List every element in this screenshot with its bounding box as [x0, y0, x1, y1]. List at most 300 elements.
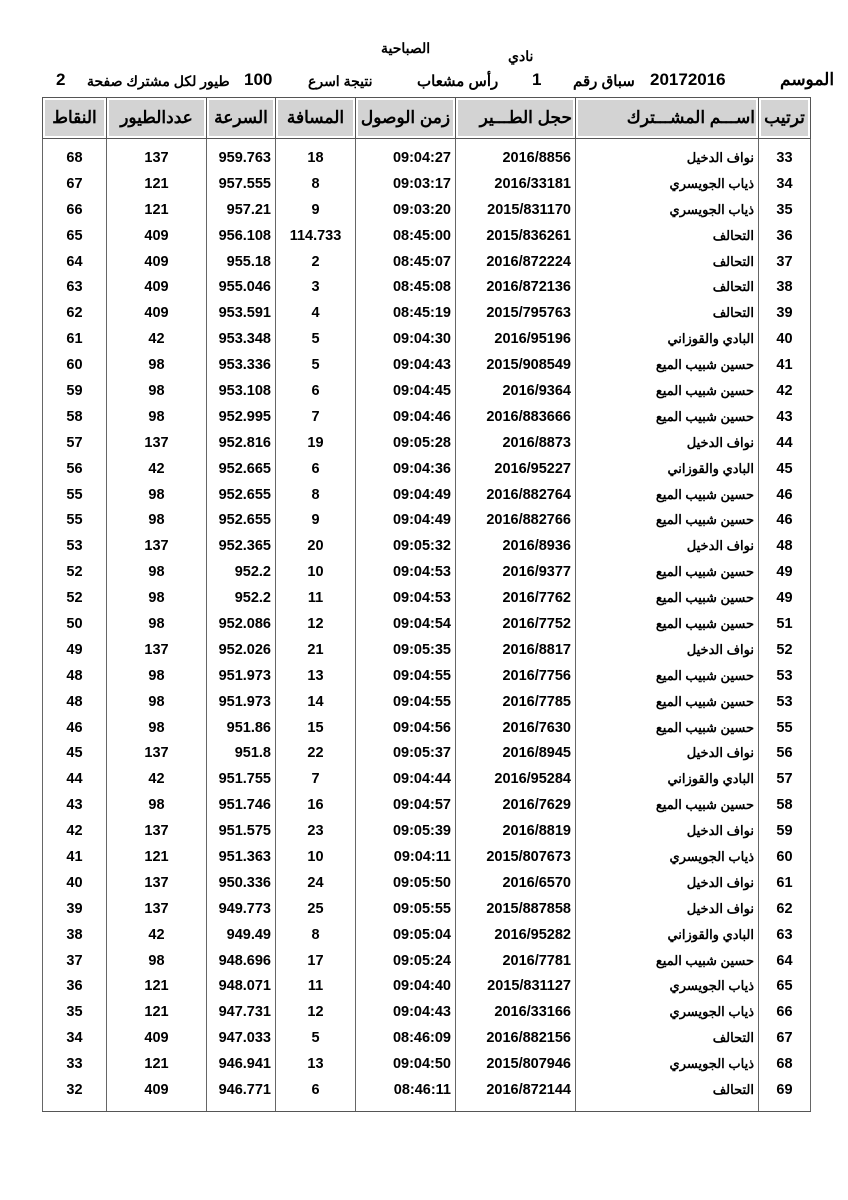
cell-rank: 51 [759, 611, 811, 637]
cell-ring: 2015/807673 [456, 844, 576, 870]
cell-participant: التحالف [576, 1077, 759, 1111]
cell-arrival-time: 09:04:57 [356, 792, 456, 818]
cell-rank: 61 [759, 870, 811, 896]
cell-participant: حسين شبيب الميع [576, 585, 759, 611]
cell-speed: 953.108 [207, 378, 276, 404]
cell-participant: التحالف [576, 274, 759, 300]
cell-rank: 62 [759, 896, 811, 922]
table-row [43, 139, 811, 171]
header-row [43, 98, 811, 139]
cell-points: 39 [43, 896, 107, 922]
cell-arrival-time: 09:05:24 [356, 948, 456, 974]
cell-points: 62 [43, 300, 107, 326]
results-table [42, 97, 811, 1112]
cell-distance: 7 [276, 766, 356, 792]
cell-arrival-time: 08:45:00 [356, 223, 456, 249]
cell-bird-count: 42 [107, 326, 207, 352]
cell-arrival-time: 09:04:43 [356, 352, 456, 378]
table-row [43, 663, 811, 689]
cell-speed: 952.816 [207, 430, 276, 456]
cell-rank: 68 [759, 1051, 811, 1077]
cell-distance: 19 [276, 430, 356, 456]
cell-speed: 949.773 [207, 896, 276, 922]
season-value: 20172016 [650, 70, 726, 89]
cell-bird-count: 137 [107, 637, 207, 663]
cell-bird-count: 137 [107, 533, 207, 559]
cell-rank: 48 [759, 533, 811, 559]
cell-ring: 2016/882764 [456, 482, 576, 508]
cell-ring: 2016/8856 [456, 139, 576, 171]
cell-bird-count: 42 [107, 766, 207, 792]
cell-bird-count: 98 [107, 585, 207, 611]
cell-participant: نواف الدخيل [576, 818, 759, 844]
col-arrival-time: زمن الوصول [356, 98, 456, 139]
cell-rank: 49 [759, 559, 811, 585]
cell-ring: 2015/795763 [456, 300, 576, 326]
cell-rank: 46 [759, 507, 811, 533]
cell-participant: حسين شبيب الميع [576, 611, 759, 637]
cell-ring: 2016/95282 [456, 922, 576, 948]
cell-arrival-time: 09:04:56 [356, 715, 456, 741]
club-name: الصباحية [381, 40, 431, 56]
cell-distance: 6 [276, 456, 356, 482]
cell-arrival-time: 09:03:20 [356, 197, 456, 223]
cell-arrival-time: 08:45:08 [356, 274, 456, 300]
cell-rank: 52 [759, 637, 811, 663]
cell-speed: 951.575 [207, 818, 276, 844]
cell-rank: 59 [759, 818, 811, 844]
cell-speed: 957.555 [207, 171, 276, 197]
cell-ring: 2016/7762 [456, 585, 576, 611]
cell-distance: 12 [276, 999, 356, 1025]
cell-participant: التحالف [576, 223, 759, 249]
cell-speed: 951.8 [207, 740, 276, 766]
cell-points: 33 [43, 1051, 107, 1077]
cell-points: 65 [43, 223, 107, 249]
club-label: نادي [508, 48, 534, 64]
table-row [43, 948, 811, 974]
col-bird-count: عددالطيور [107, 98, 207, 139]
cell-bird-count: 98 [107, 689, 207, 715]
cell-arrival-time: 09:04:27 [356, 139, 456, 171]
cell-ring: 2016/7756 [456, 663, 576, 689]
cell-arrival-time: 08:46:09 [356, 1025, 456, 1051]
cell-ring: 2016/95196 [456, 326, 576, 352]
results-body [43, 139, 811, 1112]
cell-bird-count: 42 [107, 456, 207, 482]
cell-distance: 2 [276, 249, 356, 275]
cell-points: 37 [43, 948, 107, 974]
cell-participant: حسين شبيب الميع [576, 715, 759, 741]
cell-ring: 2016/8873 [456, 430, 576, 456]
cell-bird-count: 98 [107, 715, 207, 741]
table-row [43, 689, 811, 715]
cell-points: 41 [43, 844, 107, 870]
cell-participant: البادي والقوزاني [576, 922, 759, 948]
cell-rank: 45 [759, 456, 811, 482]
cell-rank: 69 [759, 1077, 811, 1111]
table-row [43, 507, 811, 533]
cell-points: 36 [43, 974, 107, 1000]
season-label: الموسم [780, 70, 835, 89]
cell-bird-count: 121 [107, 1051, 207, 1077]
col-rank: ترتيب [759, 98, 811, 139]
cell-bird-count: 98 [107, 352, 207, 378]
col-participant: اســـم المشـــترك [576, 98, 759, 139]
cell-rank: 55 [759, 715, 811, 741]
cell-speed: 948.071 [207, 974, 276, 1000]
cell-bird-count: 98 [107, 792, 207, 818]
cell-speed: 952.655 [207, 482, 276, 508]
cell-bird-count: 98 [107, 404, 207, 430]
cell-bird-count: 98 [107, 611, 207, 637]
cell-points: 67 [43, 171, 107, 197]
cell-distance: 9 [276, 197, 356, 223]
cell-ring: 2016/872144 [456, 1077, 576, 1111]
cell-rank: 33 [759, 139, 811, 171]
cell-arrival-time: 09:04:55 [356, 663, 456, 689]
cell-distance: 3 [276, 274, 356, 300]
cell-participant: التحالف [576, 300, 759, 326]
cell-points: 68 [43, 139, 107, 171]
table-row [43, 585, 811, 611]
table-row [43, 326, 811, 352]
cell-speed: 952.086 [207, 611, 276, 637]
cell-rank: 65 [759, 974, 811, 1000]
cell-rank: 60 [759, 844, 811, 870]
cell-distance: 8 [276, 922, 356, 948]
cell-ring: 2016/95227 [456, 456, 576, 482]
table-row [43, 740, 811, 766]
cell-distance: 13 [276, 1051, 356, 1077]
cell-ring: 2016/7752 [456, 611, 576, 637]
cell-arrival-time: 09:05:35 [356, 637, 456, 663]
cell-bird-count: 98 [107, 948, 207, 974]
cell-points: 46 [43, 715, 107, 741]
cell-points: 32 [43, 1077, 107, 1111]
cell-bird-count: 98 [107, 663, 207, 689]
cell-distance: 12 [276, 611, 356, 637]
table-row [43, 974, 811, 1000]
cell-ring: 2016/33166 [456, 999, 576, 1025]
cell-points: 34 [43, 1025, 107, 1051]
cell-ring: 2016/33181 [456, 171, 576, 197]
cell-bird-count: 121 [107, 197, 207, 223]
cell-points: 58 [43, 404, 107, 430]
cell-speed: 953.336 [207, 352, 276, 378]
table-row [43, 611, 811, 637]
cell-points: 40 [43, 870, 107, 896]
cell-participant: نواف الدخيل [576, 896, 759, 922]
table-row [43, 1051, 811, 1077]
page-number: 2 [56, 70, 66, 89]
cell-participant: حسين شبيب الميع [576, 948, 759, 974]
cell-participant: التحالف [576, 1025, 759, 1051]
cell-points: 63 [43, 274, 107, 300]
cell-speed: 952.365 [207, 533, 276, 559]
table-row [43, 896, 811, 922]
cell-participant: حسين شبيب الميع [576, 352, 759, 378]
cell-ring: 2016/9377 [456, 559, 576, 585]
cell-distance: 23 [276, 818, 356, 844]
cell-bird-count: 137 [107, 430, 207, 456]
cell-ring: 2016/8936 [456, 533, 576, 559]
cell-bird-count: 409 [107, 1077, 207, 1111]
cell-distance: 11 [276, 585, 356, 611]
cell-rank: 56 [759, 740, 811, 766]
cell-participant: ذياب الجويسري [576, 999, 759, 1025]
cell-bird-count: 137 [107, 740, 207, 766]
table-row [43, 249, 811, 275]
cell-arrival-time: 09:05:32 [356, 533, 456, 559]
cell-arrival-time: 09:04:53 [356, 585, 456, 611]
table-row [43, 637, 811, 663]
cell-participant: حسين شبيب الميع [576, 378, 759, 404]
cell-participant: البادي والقوزاني [576, 766, 759, 792]
cell-ring: 2016/883666 [456, 404, 576, 430]
cell-bird-count: 121 [107, 974, 207, 1000]
table-row [43, 792, 811, 818]
cell-distance: 5 [276, 1025, 356, 1051]
cell-speed: 959.763 [207, 139, 276, 171]
table-row [43, 559, 811, 585]
cell-bird-count: 409 [107, 274, 207, 300]
cell-points: 49 [43, 637, 107, 663]
cell-distance: 11 [276, 974, 356, 1000]
cell-speed: 950.336 [207, 870, 276, 896]
cell-ring: 2016/7630 [456, 715, 576, 741]
cell-distance: 7 [276, 404, 356, 430]
cell-participant: حسين شبيب الميع [576, 663, 759, 689]
cell-arrival-time: 09:04:54 [356, 611, 456, 637]
cell-rank: 67 [759, 1025, 811, 1051]
cell-ring: 2015/831127 [456, 974, 576, 1000]
cell-ring: 2016/8817 [456, 637, 576, 663]
cell-distance: 8 [276, 482, 356, 508]
cell-distance: 24 [276, 870, 356, 896]
cell-arrival-time: 09:05:39 [356, 818, 456, 844]
cell-participant: نواف الدخيل [576, 740, 759, 766]
race-label: سباق رقم [573, 73, 635, 90]
cell-points: 43 [43, 792, 107, 818]
cell-rank: 46 [759, 482, 811, 508]
cell-ring: 2015/831170 [456, 197, 576, 223]
cell-ring: 2016/6570 [456, 870, 576, 896]
cell-speed: 956.108 [207, 223, 276, 249]
cell-participant: حسين شبيب الميع [576, 404, 759, 430]
cell-points: 48 [43, 663, 107, 689]
cell-bird-count: 98 [107, 378, 207, 404]
cell-distance: 4 [276, 300, 356, 326]
cell-arrival-time: 08:45:19 [356, 300, 456, 326]
cell-bird-count: 409 [107, 1025, 207, 1051]
cell-distance: 5 [276, 326, 356, 352]
cell-arrival-time: 09:05:50 [356, 870, 456, 896]
table-row [43, 844, 811, 870]
cell-distance: 114.733 [276, 223, 356, 249]
cell-distance: 6 [276, 1077, 356, 1111]
cell-points: 59 [43, 378, 107, 404]
table-row [43, 818, 811, 844]
cell-speed: 948.696 [207, 948, 276, 974]
cell-speed: 951.755 [207, 766, 276, 792]
race-location: رأس مشعاب [417, 73, 499, 90]
cell-arrival-time: 09:04:46 [356, 404, 456, 430]
cell-arrival-time: 09:04:53 [356, 559, 456, 585]
cell-speed: 946.771 [207, 1077, 276, 1111]
cell-speed: 949.49 [207, 922, 276, 948]
cell-participant: حسين شبيب الميع [576, 559, 759, 585]
cell-rank: 35 [759, 197, 811, 223]
cell-distance: 6 [276, 378, 356, 404]
col-speed: السرعة [207, 98, 276, 139]
cell-speed: 952.665 [207, 456, 276, 482]
cell-speed: 953.348 [207, 326, 276, 352]
cell-arrival-time: 09:04:44 [356, 766, 456, 792]
col-ring: حجل الطـــير [456, 98, 576, 139]
cell-speed: 947.033 [207, 1025, 276, 1051]
cell-speed: 951.746 [207, 792, 276, 818]
cell-ring: 2016/8945 [456, 740, 576, 766]
cell-rank: 49 [759, 585, 811, 611]
cell-bird-count: 137 [107, 870, 207, 896]
cell-speed: 955.046 [207, 274, 276, 300]
cell-distance: 21 [276, 637, 356, 663]
cell-rank: 36 [759, 223, 811, 249]
cell-participant: البادي والقوزاني [576, 326, 759, 352]
cell-rank: 34 [759, 171, 811, 197]
cell-speed: 957.21 [207, 197, 276, 223]
cell-ring: 2016/882156 [456, 1025, 576, 1051]
cell-rank: 39 [759, 300, 811, 326]
cell-arrival-time: 09:04:55 [356, 689, 456, 715]
table-row [43, 999, 811, 1025]
cell-distance: 5 [276, 352, 356, 378]
cell-points: 61 [43, 326, 107, 352]
cell-bird-count: 98 [107, 559, 207, 585]
cell-points: 52 [43, 585, 107, 611]
cell-points: 66 [43, 197, 107, 223]
cell-points: 55 [43, 507, 107, 533]
cell-rank: 37 [759, 249, 811, 275]
cell-participant: التحالف [576, 249, 759, 275]
cell-bird-count: 137 [107, 818, 207, 844]
cell-rank: 53 [759, 689, 811, 715]
cell-ring: 2016/872224 [456, 249, 576, 275]
cell-points: 45 [43, 740, 107, 766]
cell-bird-count: 98 [107, 507, 207, 533]
table-row [43, 482, 811, 508]
cell-points: 56 [43, 456, 107, 482]
cell-arrival-time: 09:03:17 [356, 171, 456, 197]
cell-distance: 8 [276, 171, 356, 197]
cell-bird-count: 121 [107, 999, 207, 1025]
cell-arrival-time: 09:04:50 [356, 1051, 456, 1077]
table-row [43, 197, 811, 223]
cell-points: 48 [43, 689, 107, 715]
cell-speed: 952.026 [207, 637, 276, 663]
cell-participant: حسين شبيب الميع [576, 689, 759, 715]
cell-rank: 43 [759, 404, 811, 430]
cell-distance: 16 [276, 792, 356, 818]
cell-arrival-time: 08:45:07 [356, 249, 456, 275]
cell-rank: 64 [759, 948, 811, 974]
cell-ring: 2015/836261 [456, 223, 576, 249]
col-points: النقاط [43, 98, 107, 139]
cell-rank: 57 [759, 766, 811, 792]
cell-ring: 2016/95284 [456, 766, 576, 792]
table-row [43, 1077, 811, 1111]
cell-participant: ذياب الجويسري [576, 844, 759, 870]
cell-participant: ذياب الجويسري [576, 1051, 759, 1077]
cell-arrival-time: 09:05:37 [356, 740, 456, 766]
cell-points: 42 [43, 818, 107, 844]
table-row [43, 870, 811, 896]
cell-rank: 44 [759, 430, 811, 456]
col-distance: المسافة [276, 98, 356, 139]
cell-bird-count: 42 [107, 922, 207, 948]
cell-bird-count: 409 [107, 249, 207, 275]
cell-participant: البادي والقوزاني [576, 456, 759, 482]
cell-rank: 40 [759, 326, 811, 352]
table-row [43, 922, 811, 948]
cell-arrival-time: 09:04:49 [356, 507, 456, 533]
cell-rank: 53 [759, 663, 811, 689]
cell-distance: 13 [276, 663, 356, 689]
cell-rank: 41 [759, 352, 811, 378]
cell-points: 35 [43, 999, 107, 1025]
cell-rank: 58 [759, 792, 811, 818]
cell-ring: 2016/882766 [456, 507, 576, 533]
table-row [43, 533, 811, 559]
cell-arrival-time: 08:46:11 [356, 1077, 456, 1111]
cell-points: 57 [43, 430, 107, 456]
cell-bird-count: 98 [107, 482, 207, 508]
cell-participant: نواف الدخيل [576, 430, 759, 456]
cell-arrival-time: 09:04:11 [356, 844, 456, 870]
race-value: 1 [532, 70, 542, 89]
cell-points: 53 [43, 533, 107, 559]
cell-speed: 952.2 [207, 559, 276, 585]
cell-rank: 63 [759, 922, 811, 948]
cell-speed: 952.655 [207, 507, 276, 533]
cell-speed: 952.995 [207, 404, 276, 430]
table-row [43, 171, 811, 197]
cell-arrival-time: 09:04:36 [356, 456, 456, 482]
cell-participant: حسين شبيب الميع [576, 792, 759, 818]
cell-distance: 15 [276, 715, 356, 741]
cell-speed: 951.363 [207, 844, 276, 870]
cell-ring: 2016/872136 [456, 274, 576, 300]
table-row [43, 300, 811, 326]
cell-speed: 951.973 [207, 689, 276, 715]
cell-bird-count: 121 [107, 171, 207, 197]
table-row [43, 1025, 811, 1051]
per-participant-label: طيور لكل مشترك صفحة [87, 73, 230, 89]
cell-arrival-time: 09:04:49 [356, 482, 456, 508]
cell-distance: 22 [276, 740, 356, 766]
cell-participant: حسين شبيب الميع [576, 507, 759, 533]
cell-arrival-time: 09:05:28 [356, 430, 456, 456]
cell-participant: نواف الدخيل [576, 637, 759, 663]
cell-participant: ذياب الجويسري [576, 197, 759, 223]
cell-ring: 2015/807946 [456, 1051, 576, 1077]
cell-ring: 2016/8819 [456, 818, 576, 844]
cell-rank: 38 [759, 274, 811, 300]
cell-arrival-time: 09:04:30 [356, 326, 456, 352]
fastest-value: 100 [244, 70, 273, 89]
cell-speed: 947.731 [207, 999, 276, 1025]
